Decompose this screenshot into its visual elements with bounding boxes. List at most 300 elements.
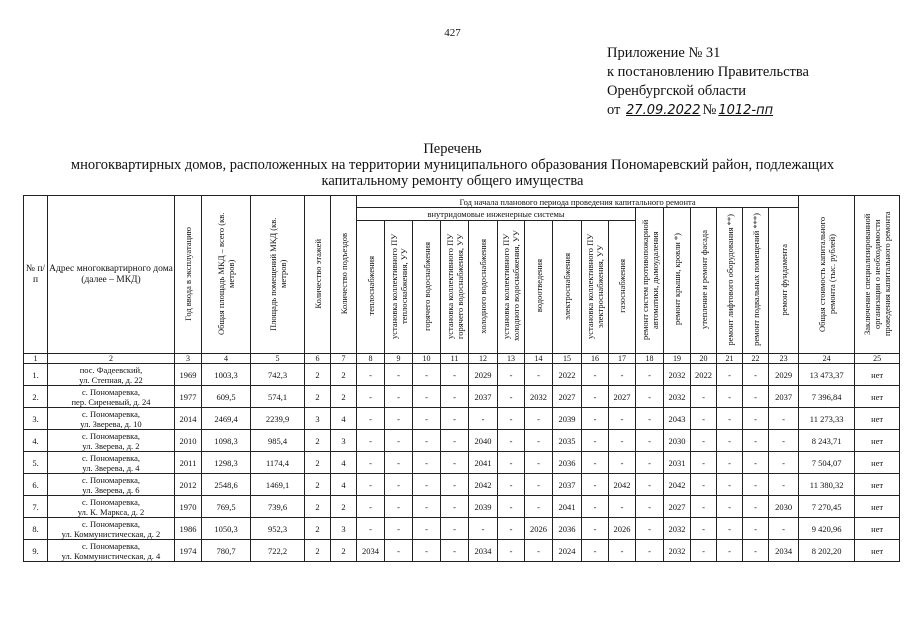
cell-c14: - bbox=[525, 364, 553, 386]
cell-prem: 952,3 bbox=[251, 518, 305, 540]
title-line-1: Перечень bbox=[423, 141, 482, 157]
cell-c22: - bbox=[743, 364, 769, 386]
cell-c14: - bbox=[525, 452, 553, 474]
cell-c17: - bbox=[609, 452, 636, 474]
cell-c21: - bbox=[717, 496, 743, 518]
header-hot-water bbox=[413, 221, 441, 354]
column-number: 11 bbox=[441, 354, 469, 364]
cell-concl: нет bbox=[855, 496, 900, 518]
title-line-2: многоквартирных домов, расположенных на территории муниципального образования Пономаревский район, подлежащих bbox=[70, 157, 835, 173]
cell-c20: - bbox=[691, 452, 717, 474]
cell-floors: 3 bbox=[305, 408, 331, 430]
cell-year: 1977 bbox=[175, 386, 202, 408]
header-electricity-meter bbox=[582, 221, 609, 354]
cell-ent: 2 bbox=[331, 364, 357, 386]
cell-concl: нет bbox=[855, 408, 900, 430]
address-line-1: с. Пономаревка, bbox=[81, 518, 141, 529]
cell-c10: - bbox=[413, 386, 441, 408]
cell-c8: - bbox=[357, 386, 385, 408]
page-number: 427 bbox=[444, 27, 461, 39]
cell-year: 2011 bbox=[175, 452, 202, 474]
cell-floors: 2 bbox=[305, 364, 331, 386]
cell-c12: 2041 bbox=[469, 452, 498, 474]
header-hot-water-text: горячего водоснабжения bbox=[421, 241, 432, 331]
header-year-built bbox=[175, 196, 202, 354]
table-row bbox=[24, 364, 900, 386]
address-line-2: ул. Коммунистическая, д. 4 bbox=[61, 550, 161, 561]
cell-c8: - bbox=[357, 408, 385, 430]
cell-c10: - bbox=[413, 430, 441, 452]
header-cold-water-text: холодного водоснабжения bbox=[478, 238, 488, 334]
header-total-area bbox=[202, 196, 251, 354]
cell-c15: 2036 bbox=[553, 452, 582, 474]
cell-c17: 2026 bbox=[609, 518, 636, 540]
cell-c22: - bbox=[743, 474, 769, 496]
cell-c22: - bbox=[743, 452, 769, 474]
document-title bbox=[0, 141, 905, 189]
cell-c23: - bbox=[769, 430, 799, 452]
header-hot-water-meter bbox=[441, 221, 469, 354]
cell-c11: - bbox=[441, 408, 469, 430]
table-row bbox=[24, 540, 900, 562]
address-cell bbox=[48, 364, 175, 386]
cell-c10: - bbox=[413, 540, 441, 562]
cell-cost: 8 202,20 bbox=[799, 540, 855, 562]
header-cold-water-meter-text: установка коллективного ПУ холодного водоснабжения, УУ bbox=[501, 230, 521, 342]
cell-c17: 2027 bbox=[609, 386, 636, 408]
cell-area: 609,5 bbox=[202, 386, 251, 408]
cell-cost: 7 504,07 bbox=[799, 452, 855, 474]
cell-c13: - bbox=[498, 518, 525, 540]
address-line-2: ул. Зверева, д. 2 bbox=[82, 440, 140, 451]
column-number: 13 bbox=[498, 354, 525, 364]
cell-c15: 2039 bbox=[553, 408, 582, 430]
address-line-1: с. Пономаревка, bbox=[81, 408, 141, 419]
cell-c22: - bbox=[743, 518, 769, 540]
address-cell bbox=[48, 518, 175, 540]
header-total-area-text: Общая площадь МКД – всего (кв. метров) bbox=[216, 212, 236, 335]
cell-floors: 2 bbox=[305, 496, 331, 518]
header-gas-text: газоснабжения bbox=[617, 259, 627, 313]
column-number: 10 bbox=[413, 354, 441, 364]
cell-c21: - bbox=[717, 386, 743, 408]
column-number: 12 bbox=[469, 354, 498, 364]
cell-prem: 985,4 bbox=[251, 430, 305, 452]
cell-cost: 13 473,37 bbox=[799, 364, 855, 386]
cell-c14: - bbox=[525, 496, 553, 518]
table-row bbox=[24, 518, 900, 540]
cell-prem: 742,3 bbox=[251, 364, 305, 386]
header-basement bbox=[743, 208, 769, 354]
cell-c20: 2022 bbox=[691, 364, 717, 386]
cell-c18: - bbox=[636, 474, 664, 496]
cell-c8: - bbox=[357, 452, 385, 474]
cell-c22: - bbox=[743, 496, 769, 518]
cell-area: 2469,4 bbox=[202, 408, 251, 430]
cell-c20: - bbox=[691, 386, 717, 408]
appendix-dateline bbox=[607, 101, 809, 120]
cell-concl: нет bbox=[855, 474, 900, 496]
column-number: 21 bbox=[717, 354, 743, 364]
cell-c10: - bbox=[413, 452, 441, 474]
cell-c17: - bbox=[609, 408, 636, 430]
row-number: 6. bbox=[24, 474, 48, 496]
cell-concl: нет bbox=[855, 364, 900, 386]
cell-year: 1974 bbox=[175, 540, 202, 562]
cell-c16: - bbox=[582, 518, 609, 540]
header-drainage-text: водоотведения bbox=[533, 259, 544, 313]
appendix-line-2: к постановлению Правительства bbox=[607, 64, 809, 80]
header-electricity bbox=[553, 221, 582, 354]
column-number: 1 bbox=[24, 354, 48, 364]
cell-year: 2014 bbox=[175, 408, 202, 430]
column-number: 16 bbox=[582, 354, 609, 364]
cell-cost: 8 243,71 bbox=[799, 430, 855, 452]
cell-c19: 2032 bbox=[664, 386, 691, 408]
cell-c11: - bbox=[441, 518, 469, 540]
cell-c23: - bbox=[769, 474, 799, 496]
cell-c9: - bbox=[385, 364, 413, 386]
cell-ent: 2 bbox=[331, 540, 357, 562]
address-cell bbox=[48, 496, 175, 518]
cell-ent: 2 bbox=[331, 496, 357, 518]
header-conclusion-text: Заключение специализированной организации о необходимости проведения капитального ремонта bbox=[862, 211, 893, 336]
column-number: 22 bbox=[743, 354, 769, 364]
cell-c21: - bbox=[717, 474, 743, 496]
cell-c8: - bbox=[357, 496, 385, 518]
address-line-2: ул. Зверева, д. 4 bbox=[82, 462, 140, 473]
number-sign: № bbox=[702, 102, 717, 118]
cell-c9: - bbox=[385, 430, 413, 452]
cell-prem: 722,2 bbox=[251, 540, 305, 562]
cell-c8: 2034 bbox=[357, 540, 385, 562]
header-drainage bbox=[525, 221, 553, 354]
cell-c14: - bbox=[525, 474, 553, 496]
cell-cost: 7 270,45 bbox=[799, 496, 855, 518]
cell-cost: 9 420,96 bbox=[799, 518, 855, 540]
table-row bbox=[24, 452, 900, 474]
column-number: 23 bbox=[769, 354, 799, 364]
cell-c23: - bbox=[769, 518, 799, 540]
cell-c19: 2027 bbox=[664, 496, 691, 518]
cell-c10: - bbox=[413, 364, 441, 386]
cell-c15: 2037 bbox=[553, 474, 582, 496]
cell-c9: - bbox=[385, 518, 413, 540]
address-line-1: с. Пономаревка, bbox=[81, 386, 141, 397]
cell-c13: - bbox=[498, 496, 525, 518]
cell-c16: - bbox=[582, 452, 609, 474]
cell-c16: - bbox=[582, 408, 609, 430]
column-number: 20 bbox=[691, 354, 717, 364]
cell-floors: 2 bbox=[305, 474, 331, 496]
cell-c13: - bbox=[498, 364, 525, 386]
cell-year: 1969 bbox=[175, 364, 202, 386]
cell-c17: - bbox=[609, 496, 636, 518]
address-line-2: ул. К. Маркса, д. 2 bbox=[77, 506, 145, 517]
cell-c19: 2031 bbox=[664, 452, 691, 474]
cell-c15: 2027 bbox=[553, 386, 582, 408]
address-line-2: ул. Коммунистическая, д. 2 bbox=[61, 528, 161, 539]
cell-c9: - bbox=[385, 474, 413, 496]
cell-area: 1050,3 bbox=[202, 518, 251, 540]
header-cold-water-meter bbox=[498, 221, 525, 354]
header-number: № п/п bbox=[24, 196, 48, 354]
cell-c9: - bbox=[385, 386, 413, 408]
header-cold-water bbox=[469, 221, 498, 354]
address-line-1: с. Пономаревка, bbox=[81, 430, 141, 441]
appendix-block bbox=[607, 44, 809, 120]
column-number: 15 bbox=[553, 354, 582, 364]
address-line-1: пос. Фадеевский, bbox=[79, 364, 143, 375]
cell-c18: - bbox=[636, 364, 664, 386]
cell-concl: нет bbox=[855, 452, 900, 474]
address-cell bbox=[48, 386, 175, 408]
column-number-row bbox=[24, 354, 900, 364]
column-number: 8 bbox=[357, 354, 385, 364]
cell-area: 780,7 bbox=[202, 540, 251, 562]
cell-c11: - bbox=[441, 452, 469, 474]
cell-c20: - bbox=[691, 496, 717, 518]
housing-register-table bbox=[23, 195, 900, 562]
cell-floors: 2 bbox=[305, 518, 331, 540]
cell-area: 1003,3 bbox=[202, 364, 251, 386]
header-heat-meter-text: установка коллективного ПУ теплоснабжения, УУ bbox=[388, 233, 409, 339]
cell-c12: 2039 bbox=[469, 496, 498, 518]
cell-cost: 11 273,33 bbox=[799, 408, 855, 430]
header-facade bbox=[691, 208, 717, 354]
cell-c19: 2042 bbox=[664, 474, 691, 496]
header-facade-text: утепление и ремонт фасада bbox=[698, 229, 709, 330]
cell-c15: 2036 bbox=[553, 518, 582, 540]
header-entrances bbox=[331, 196, 357, 354]
cell-c8: - bbox=[357, 430, 385, 452]
cell-area: 2548,6 bbox=[202, 474, 251, 496]
cell-c12: 2029 bbox=[469, 364, 498, 386]
cell-c10: - bbox=[413, 474, 441, 496]
row-number: 2. bbox=[24, 386, 48, 408]
cell-c16: - bbox=[582, 540, 609, 562]
cell-c15: 2024 bbox=[553, 540, 582, 562]
header-foundation-text: ремонт фундамента bbox=[778, 243, 789, 316]
cell-c9: - bbox=[385, 540, 413, 562]
cell-floors: 2 bbox=[305, 452, 331, 474]
cell-c20: - bbox=[691, 518, 717, 540]
row-number: 5. bbox=[24, 452, 48, 474]
cell-c19: 2032 bbox=[664, 540, 691, 562]
column-number: 7 bbox=[331, 354, 357, 364]
cell-c15: 2035 bbox=[553, 430, 582, 452]
cell-floors: 2 bbox=[305, 430, 331, 452]
cell-c21: - bbox=[717, 364, 743, 386]
cell-c13: - bbox=[498, 408, 525, 430]
cell-ent: 3 bbox=[331, 430, 357, 452]
cell-c11: - bbox=[441, 430, 469, 452]
cell-c20: - bbox=[691, 408, 717, 430]
title-line-3: капитальному ремонту общего имущества bbox=[321, 173, 584, 189]
cell-cost: 7 396,84 bbox=[799, 386, 855, 408]
header-entrances-text: Количество подъездов bbox=[338, 232, 349, 315]
cell-c17: - bbox=[609, 540, 636, 562]
cell-prem: 1469,1 bbox=[251, 474, 305, 496]
cell-c16: - bbox=[582, 474, 609, 496]
cell-c20: - bbox=[691, 430, 717, 452]
row-number: 1. bbox=[24, 364, 48, 386]
header-year-built-text: Год ввода в эксплуатацию bbox=[183, 226, 193, 321]
cell-c18: - bbox=[636, 518, 664, 540]
row-number: 7. bbox=[24, 496, 48, 518]
cell-c12: 2040 bbox=[469, 430, 498, 452]
appendix-line-3: Оренбургской области bbox=[607, 83, 747, 99]
cell-year: 2010 bbox=[175, 430, 202, 452]
cell-c23: 2029 bbox=[769, 364, 799, 386]
table-row bbox=[24, 408, 900, 430]
header-address: Адрес многоквартирного дома (далее – МКД) bbox=[48, 196, 175, 354]
handwritten-date: 27.09.2022 bbox=[626, 103, 701, 118]
column-number: 6 bbox=[305, 354, 331, 364]
cell-concl: нет bbox=[855, 540, 900, 562]
table-row bbox=[24, 496, 900, 518]
cell-c13: - bbox=[498, 386, 525, 408]
cell-c12: - bbox=[469, 408, 498, 430]
cell-c21: - bbox=[717, 408, 743, 430]
cell-c18: - bbox=[636, 452, 664, 474]
cell-c11: - bbox=[441, 364, 469, 386]
cell-c17: 2042 bbox=[609, 474, 636, 496]
address-line-1: с. Пономаревка, bbox=[81, 474, 141, 485]
column-number: 5 bbox=[251, 354, 305, 364]
cell-c17: - bbox=[609, 430, 636, 452]
column-number: 17 bbox=[609, 354, 636, 364]
cell-c13: - bbox=[498, 540, 525, 562]
row-number: 9. bbox=[24, 540, 48, 562]
cell-c18: - bbox=[636, 540, 664, 562]
header-premises-area bbox=[251, 196, 305, 354]
cell-year: 2012 bbox=[175, 474, 202, 496]
header-heat-meter bbox=[385, 221, 413, 354]
cell-area: 1098,3 bbox=[202, 430, 251, 452]
cell-c8: - bbox=[357, 474, 385, 496]
appendix-line-1: Приложение № 31 bbox=[607, 45, 721, 61]
header-fire-systems bbox=[636, 208, 664, 354]
cell-c8: - bbox=[357, 518, 385, 540]
cell-c21: - bbox=[717, 452, 743, 474]
header-electricity-text: электроснабжения bbox=[562, 252, 572, 320]
header-heat-text: теплоснабжения bbox=[365, 256, 376, 316]
header-basement-text: ремонт подвальных помещений ***) bbox=[750, 213, 761, 346]
cell-year: 1970 bbox=[175, 496, 202, 518]
header-hot-water-meter-text: установка коллективного ПУ горячего водоснабжения, УУ bbox=[444, 233, 465, 339]
address-line-1: с. Пономаревка, bbox=[81, 496, 141, 507]
header-electricity-meter-text: установка коллективного ПУ электроснабжения, УУ bbox=[585, 233, 605, 339]
cell-c11: - bbox=[441, 540, 469, 562]
column-number: 19 bbox=[664, 354, 691, 364]
cell-year: 1986 bbox=[175, 518, 202, 540]
cell-c23: 2034 bbox=[769, 540, 799, 562]
header-systems-group: внутридомовые инженерные системы bbox=[357, 208, 636, 221]
address-cell bbox=[48, 452, 175, 474]
cell-c19: 2030 bbox=[664, 430, 691, 452]
cell-c14: 2032 bbox=[525, 386, 553, 408]
table-row bbox=[24, 430, 900, 452]
column-number: 25 bbox=[855, 354, 900, 364]
header-floors bbox=[305, 196, 331, 354]
cell-c14: - bbox=[525, 540, 553, 562]
cell-c8: - bbox=[357, 364, 385, 386]
table-row bbox=[24, 474, 900, 496]
header-total-cost bbox=[799, 196, 855, 354]
cell-c12: 2042 bbox=[469, 474, 498, 496]
cell-c16: - bbox=[582, 430, 609, 452]
cell-c13: - bbox=[498, 452, 525, 474]
cell-c21: - bbox=[717, 430, 743, 452]
column-number: 14 bbox=[525, 354, 553, 364]
column-number: 2 bbox=[48, 354, 175, 364]
header-total-cost-text: Общая стоимость капитального ремонта (тыс. рублей) bbox=[816, 215, 837, 332]
cell-c9: - bbox=[385, 408, 413, 430]
address-cell bbox=[48, 430, 175, 452]
header-gas bbox=[609, 221, 636, 354]
cell-c23: 2037 bbox=[769, 386, 799, 408]
column-number: 18 bbox=[636, 354, 664, 364]
cell-c22: - bbox=[743, 540, 769, 562]
header-premises-area-text: Площадь помещений МКД (кв. метров) bbox=[267, 216, 288, 331]
column-number: 24 bbox=[799, 354, 855, 364]
cell-c19: 2032 bbox=[664, 364, 691, 386]
cell-ent: 4 bbox=[331, 452, 357, 474]
header-elevator-text: ремонт лифтового оборудования **) bbox=[724, 213, 735, 346]
cell-cost: 11 380,32 bbox=[799, 474, 855, 496]
cell-c18: - bbox=[636, 430, 664, 452]
address-line-2: ул. Степная, д. 22 bbox=[79, 374, 143, 385]
cell-c18: - bbox=[636, 386, 664, 408]
cell-c12: - bbox=[469, 518, 498, 540]
header-foundation bbox=[769, 208, 799, 354]
cell-c19: 2032 bbox=[664, 518, 691, 540]
cell-c22: - bbox=[743, 430, 769, 452]
cell-area: 769,5 bbox=[202, 496, 251, 518]
cell-concl: нет bbox=[855, 518, 900, 540]
address-line-2: пер. Сиреневый, д. 24 bbox=[71, 396, 151, 407]
table-row bbox=[24, 386, 900, 408]
cell-concl: нет bbox=[855, 430, 900, 452]
cell-c10: - bbox=[413, 408, 441, 430]
cell-floors: 2 bbox=[305, 540, 331, 562]
address-cell bbox=[48, 408, 175, 430]
cell-c21: - bbox=[717, 518, 743, 540]
header-elevator bbox=[717, 208, 743, 354]
header-floors-text: Количество этажей bbox=[312, 238, 323, 309]
header-roof bbox=[664, 208, 691, 354]
cell-c11: - bbox=[441, 496, 469, 518]
cell-ent: 3 bbox=[331, 518, 357, 540]
cell-c20: - bbox=[691, 540, 717, 562]
cell-prem: 1174,4 bbox=[251, 452, 305, 474]
header-fire-systems-text: ремонт систем противопожарной автоматики, дымоудаления bbox=[639, 219, 660, 340]
cell-c13: - bbox=[498, 474, 525, 496]
cell-c16: - bbox=[582, 364, 609, 386]
cell-c14: - bbox=[525, 430, 553, 452]
row-number: 3. bbox=[24, 408, 48, 430]
address-cell bbox=[48, 474, 175, 496]
address-cell bbox=[48, 540, 175, 562]
cell-c22: - bbox=[743, 408, 769, 430]
cell-c20: - bbox=[691, 474, 717, 496]
address-line-2: ул. Зверева, д. 10 bbox=[80, 418, 142, 429]
address-line-1: с. Пономаревка, bbox=[81, 452, 141, 463]
cell-prem: 574,1 bbox=[251, 386, 305, 408]
cell-c14: 2026 bbox=[525, 518, 553, 540]
table-body bbox=[24, 364, 900, 562]
